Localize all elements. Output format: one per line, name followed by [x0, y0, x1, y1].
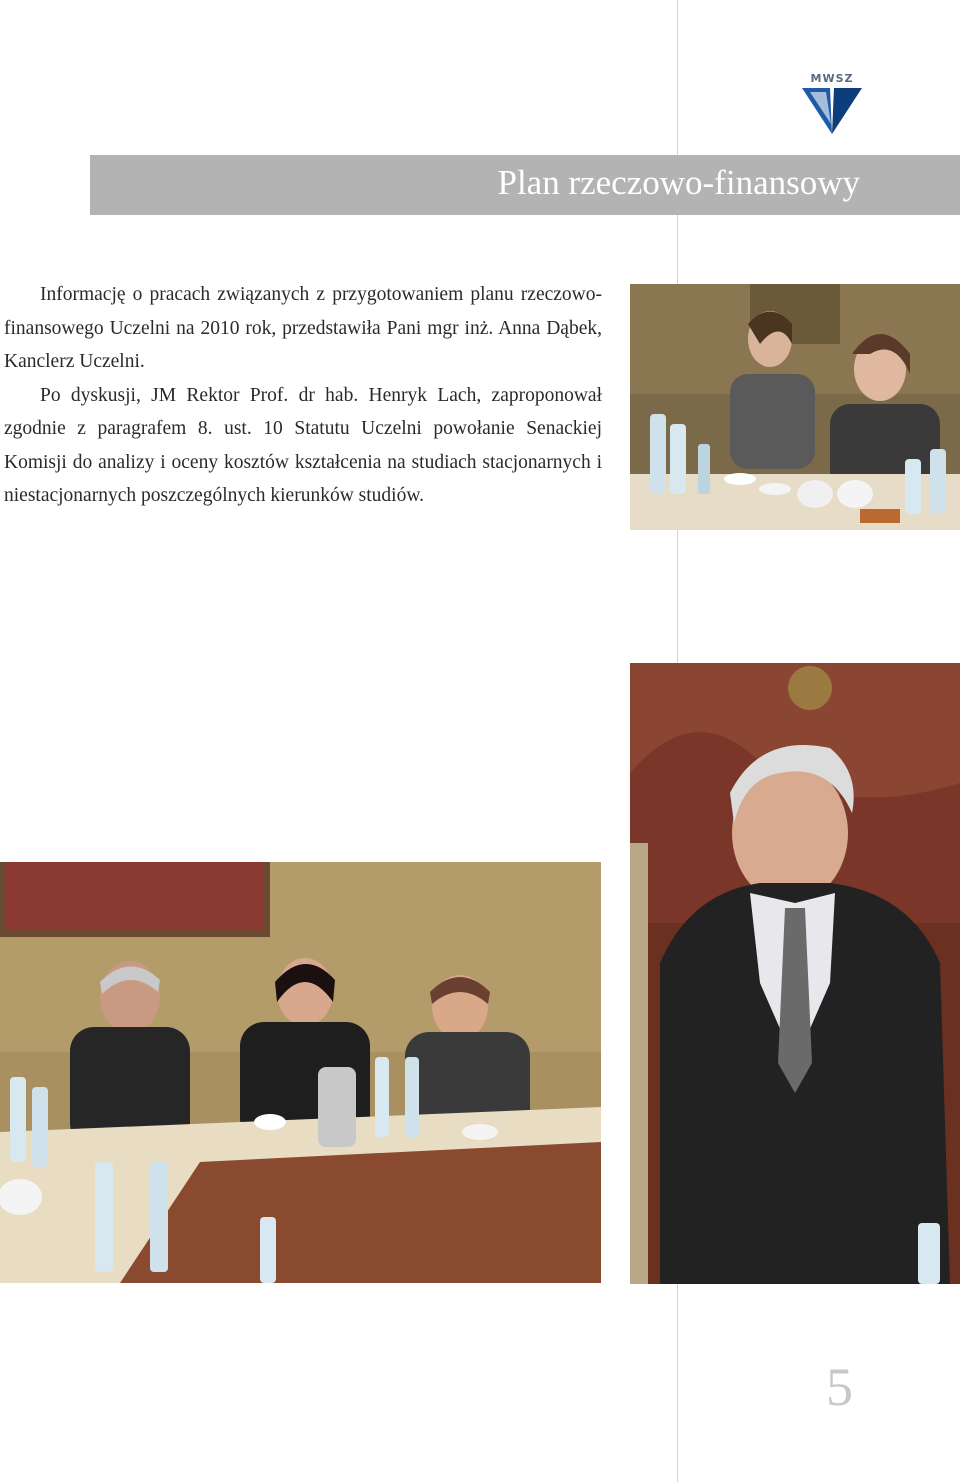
photo-portrait-man [630, 663, 960, 1284]
photo-meeting-two-women [630, 284, 960, 530]
paragraph-2: Po dyskusji, JM Rektor Prof. dr hab. Henryk Lach, zaproponował zgodnie z paragrafem 8. ust. 10 Statutu Uczelni powołanie Senackiej Komisji do analizy i oceny kosztów kształcenia na studiach stacjonarnych i niestacjonarnych poszczególnych kierunków studiów. [4, 384, 602, 506]
mwsz-logo [796, 72, 868, 138]
title-bar [90, 155, 960, 215]
photo-meeting-table [0, 862, 601, 1283]
logo-text: MWSZ [810, 72, 854, 85]
logo-emblem-icon [800, 84, 864, 136]
body-text [4, 278, 602, 513]
paragraph-1: Informację o pracach związanych z przygotowaniem planu rzeczowo-finansowego Uczelni na 2010 rok, przedstawiła Pani mgr inż. Anna Dąbek, Kanclerz Uczelni. [4, 284, 602, 372]
page-number: 5 [826, 1357, 853, 1417]
page-title: Plan rzeczowo-finansowy [497, 163, 860, 202]
